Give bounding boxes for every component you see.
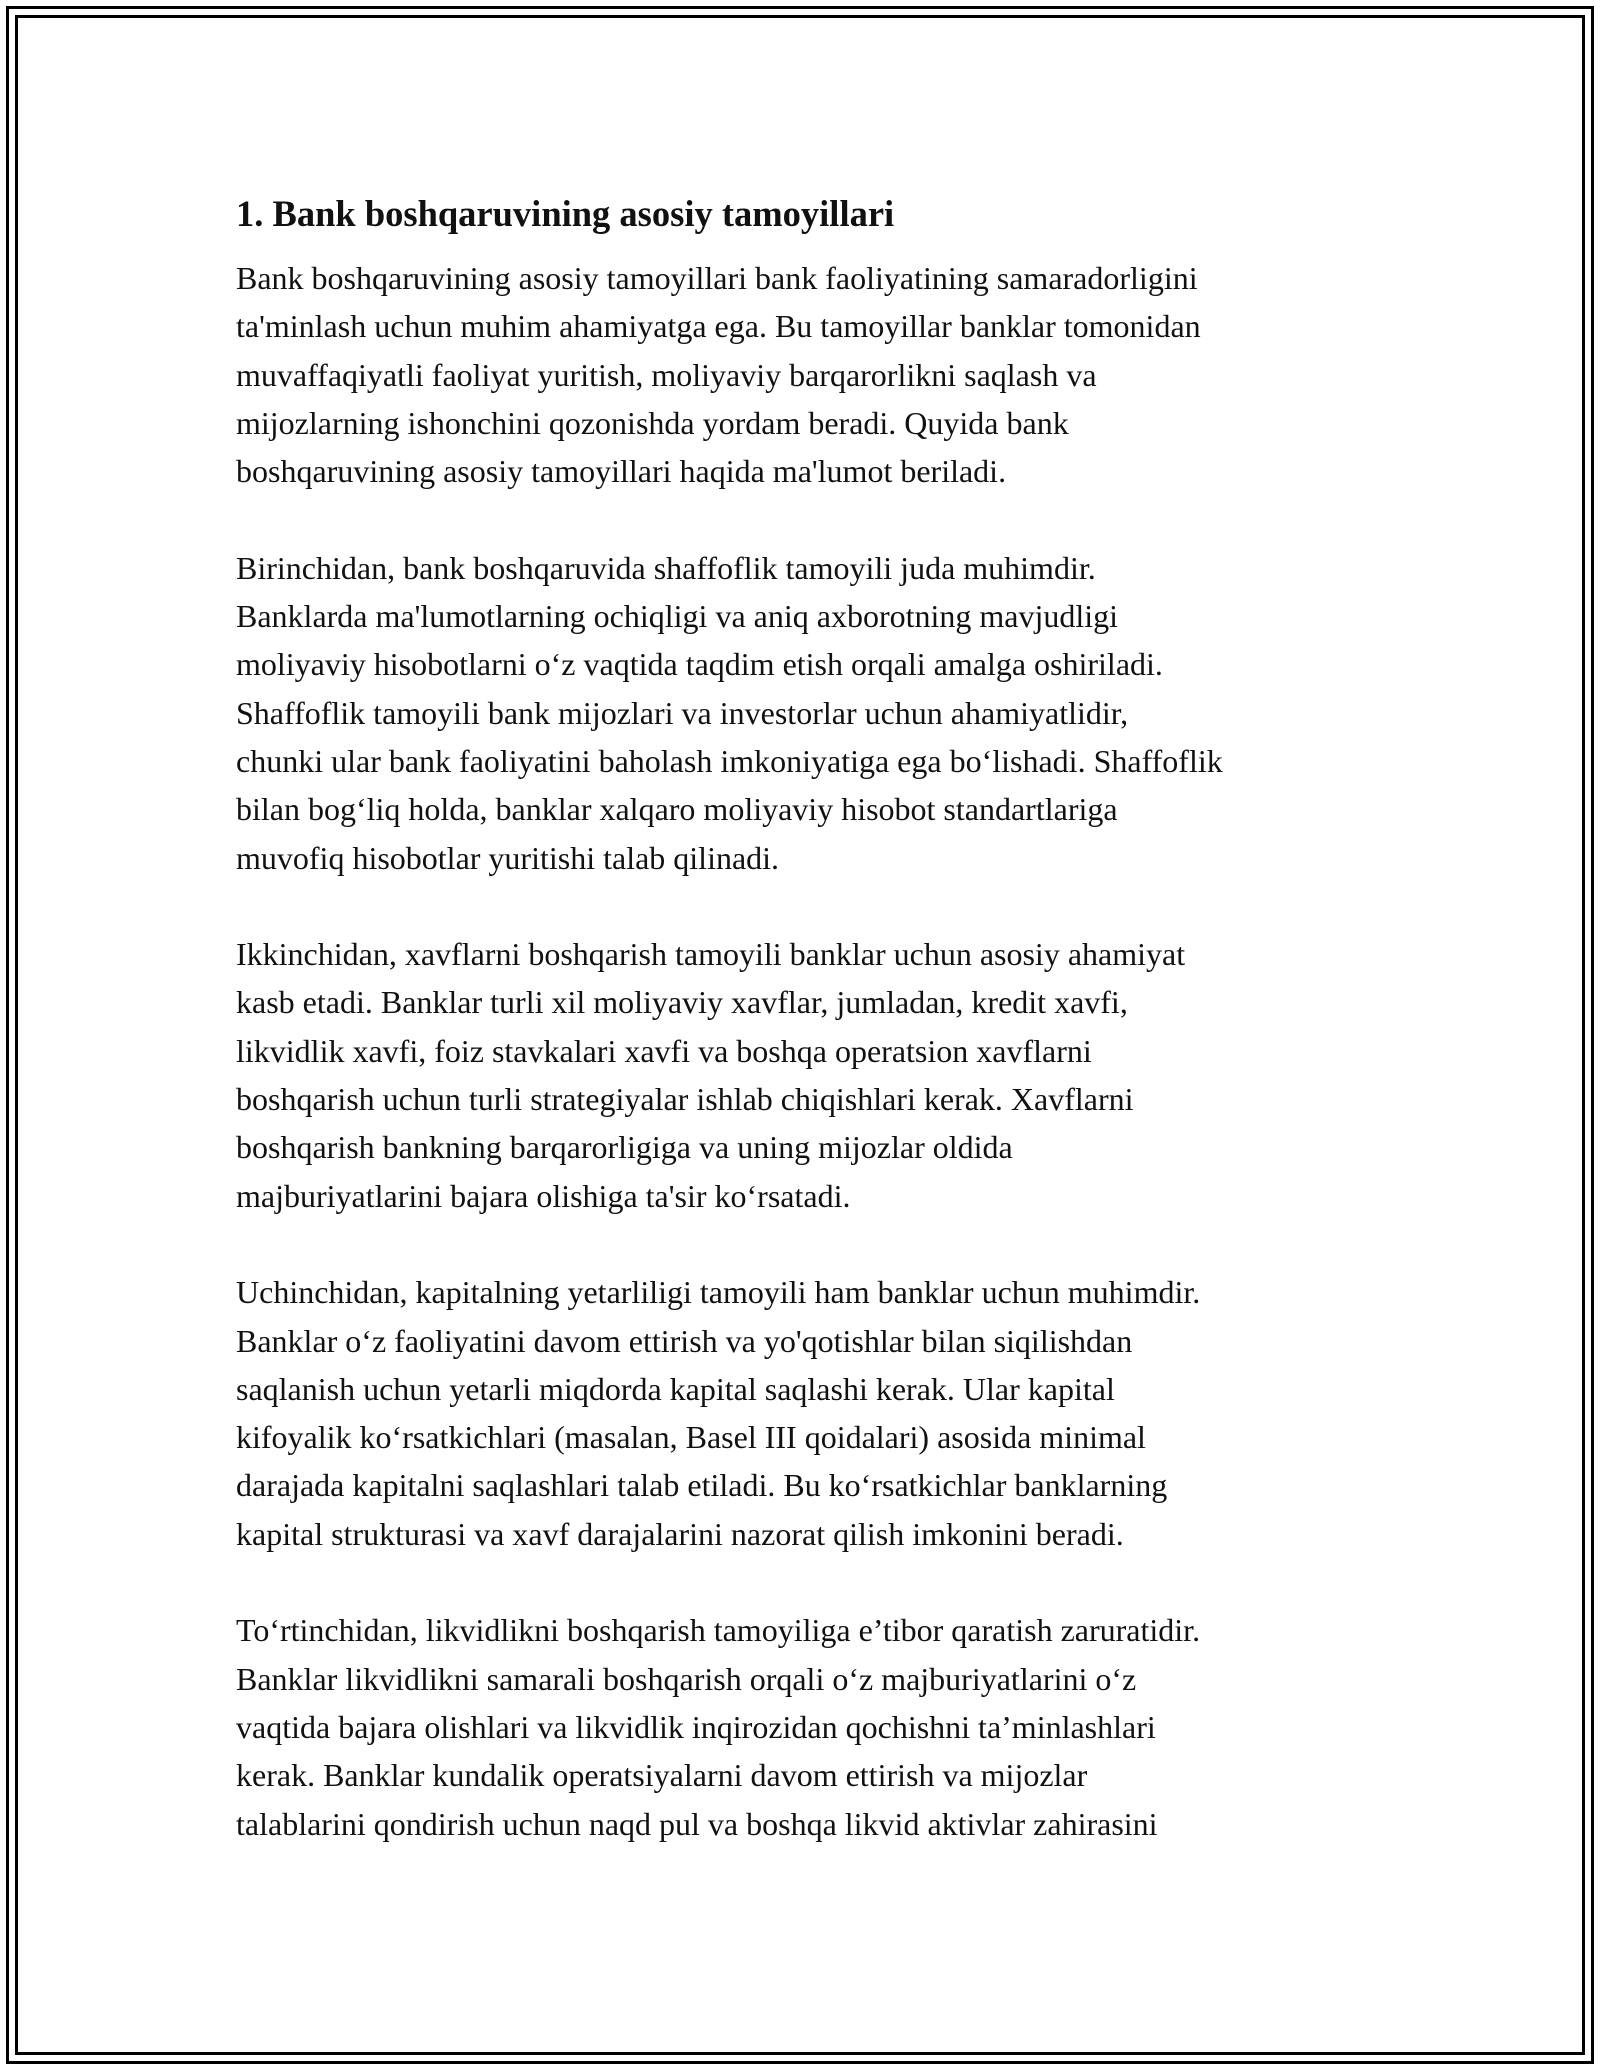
- paragraph-transparency: [236, 544, 1376, 882]
- paragraph-liquidity: [236, 1606, 1376, 1847]
- paragraph-line: vaqtida bajara olishlari va likvidlik inqirozidan qochishni ta’minlashlari: [236, 1708, 1156, 1745]
- paragraph-intro: [236, 254, 1376, 495]
- paragraph-line: Ikkinchidan, xavflarni boshqarish tamoyili banklar uchun asosiy ahamiyat: [236, 936, 1186, 973]
- paragraph-line: muvaffaqiyatli faoliyat yuritish, moliyaviy barqarorlikni saqlash va: [236, 356, 1097, 393]
- paragraph-line: talablarini qondirish uchun naqd pul va boshqa likvid aktivlar zahirasini: [236, 1805, 1158, 1842]
- paragraph-line: Shaffoflik tamoyili bank mijozlari va investorlar uchun ahamiyatlidir,: [236, 694, 1129, 731]
- paragraph-line: muvofiq hisobotlar yuritishi talab qilinadi.: [236, 839, 780, 876]
- paragraph-line: boshqarish uchun turli strategiyalar ishlab chiqishlari kerak. Xavflarni: [236, 1081, 1134, 1118]
- paragraph-line: darajada kapitalni saqlashlari talab etiladi. Bu ko‘rsatkichlar banklarning: [236, 1467, 1168, 1504]
- paragraph-line: chunki ular bank faoliyatini baholash imkoniyatiga ega bo‘lishadi. Shaffoflik: [236, 742, 1223, 779]
- section-heading: 1. Bank boshqaruvining asosiy tamoyillari: [236, 193, 895, 234]
- document-body: [236, 186, 1376, 1848]
- paragraph-line: Birinchidan, bank boshqaruvida shaffoflik tamoyili juda muhimdir.: [236, 549, 1096, 586]
- paragraph-line: Uchinchidan, kapitalning yetarliligi tamoyili ham banklar uchun muhimdir.: [236, 1274, 1201, 1311]
- paragraph-line: majburiyatlarini bajara olishiga ta'sir ko‘rsatadi.: [236, 1177, 851, 1214]
- paragraph-spacer: [236, 1220, 1376, 1268]
- paragraph-line: Banklarda ma'lumotlarning ochiqligi va aniq axborotning mavjudligi: [236, 598, 1119, 635]
- paragraph-spacer: [236, 882, 1376, 930]
- paragraph-line: boshqarish bankning barqarorligiga va uning mijozlar oldida: [236, 1129, 1013, 1166]
- paragraph-line: bilan bog‘liq holda, banklar xalqaro moliyaviy hisobot standartlariga: [236, 791, 1118, 828]
- paragraph-spacer: [236, 1558, 1376, 1606]
- paragraph-line: kerak. Banklar kundalik operatsiyalarni davom ettirish va mijozlar: [236, 1757, 1088, 1794]
- paragraph-line: kifoyalik ko‘rsatkichlari (masalan, Basel III qoidalari) asosida minimal: [236, 1419, 1146, 1456]
- paragraph-line: To‘rtinchidan, likvidlikni boshqarish tamoyiliga e’tibor qaratish zaruratidir.: [236, 1612, 1201, 1649]
- paragraph-line: boshqaruvining asosiy tamoyillari haqida ma'lumot beriladi.: [236, 453, 1007, 490]
- paragraph-spacer: [236, 495, 1376, 543]
- paragraph-line: ta'minlash uchun muhim ahamiyatga ega. Bu tamoyillar banklar tomonidan: [236, 308, 1201, 345]
- paragraph-line: likvidlik xavfi, foiz stavkalari xavfi va boshqa operatsion xavflarni: [236, 1032, 1092, 1069]
- paragraph-line: moliyaviy hisobotlarni o‘z vaqtida taqdim etish orqali amalga oshiriladi.: [236, 646, 1163, 683]
- paragraph-line: Bank boshqaruvining asosiy tamoyillari bank faoliyatining samaradorligini: [236, 260, 1198, 296]
- paragraph-line: saqlanish uchun yetarli miqdorda kapital saqlashi kerak. Ular kapital: [236, 1370, 1115, 1407]
- paragraph-line: kasb etadi. Banklar turli xil moliyaviy xavflar, jumladan, kredit xavfi,: [236, 984, 1128, 1021]
- paragraph-line: mijozlarning ishonchini qozonishda yordam beradi. Quyida bank: [236, 404, 1069, 441]
- paragraph-line: Banklar o‘z faoliyatini davom ettirish va yo'qotishlar bilan siqilishdan: [236, 1322, 1133, 1359]
- paragraph-capital-adequacy: [236, 1268, 1376, 1558]
- paragraph-line: kapital strukturasi va xavf darajalarini nazorat qilish imkonini beradi.: [236, 1515, 1124, 1552]
- paragraph-risk-management: [236, 930, 1376, 1220]
- paragraph-line: Banklar likvidlikni samarali boshqarish orqali o‘z majburiyatlarini o‘z: [236, 1660, 1137, 1697]
